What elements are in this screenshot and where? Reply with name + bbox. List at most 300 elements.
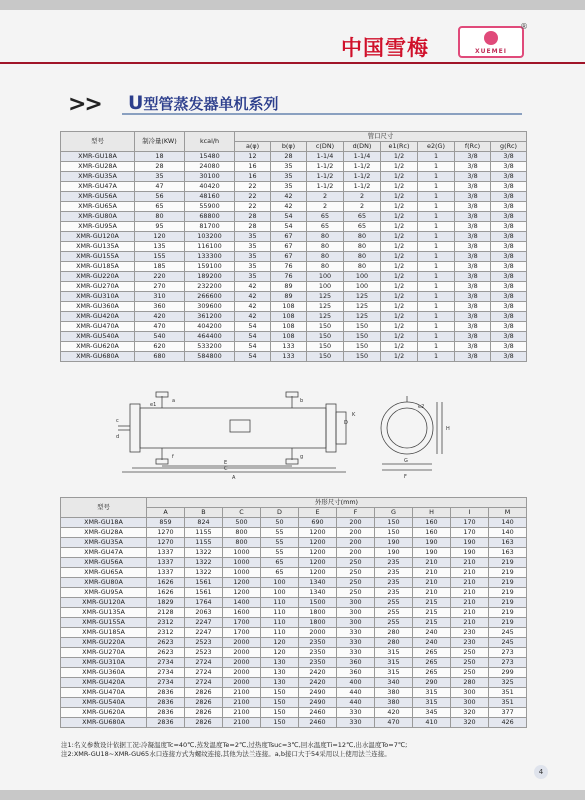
value-cell: 1200 [299,548,337,558]
value-cell: 76 [271,272,307,282]
value-cell: 330 [337,648,375,658]
value-cell: 345 [413,708,451,718]
value-cell: 3/8 [491,222,527,232]
value-cell: 1 [418,152,455,162]
value-cell: 1200 [299,568,337,578]
value-cell: 3/8 [491,232,527,242]
value-cell: 200 [337,548,375,558]
value-cell: 22 [235,182,271,192]
value-cell: 1 [418,352,455,362]
value-cell: 250 [337,568,375,578]
value-cell: 80 [135,212,185,222]
value-cell: 160 [413,528,451,538]
value-cell: 150 [375,518,413,528]
value-cell: 1 [418,302,455,312]
value-cell: 3/8 [491,282,527,292]
left-flange [130,404,140,452]
value-cell: 3/8 [491,312,527,322]
header-col: a(φ) [235,142,271,152]
value-cell: 266600 [185,292,235,302]
value-cell: 35 [271,182,307,192]
value-cell: 190 [413,538,451,548]
value-cell: 340 [375,678,413,688]
value-cell: 690 [299,518,337,528]
value-cell: 100 [344,282,381,292]
model-cell: XMR-GU620A [61,708,147,718]
value-cell: 1/2 [381,352,418,362]
table-row [61,322,527,332]
value-cell: 351 [489,688,527,698]
value-cell: 135 [135,242,185,252]
value-cell: 2724 [185,678,223,688]
value-cell: 2420 [299,668,337,678]
value-cell: 2724 [185,668,223,678]
value-cell: 320 [451,708,489,718]
value-cell: 80 [344,252,381,262]
table-row [61,608,527,618]
value-cell: 3/8 [491,262,527,272]
value-cell: 42 [271,192,307,202]
value-cell: 3/8 [491,162,527,172]
value-cell: 330 [337,718,375,728]
header-col: e2(G) [418,142,455,152]
plum-blossom-icon [484,31,498,45]
model-cell: XMR-GU620A [61,342,135,352]
value-cell: 250 [337,578,375,588]
value-cell: 315 [375,668,413,678]
value-cell: 1-1/2 [307,162,344,172]
value-cell: 1561 [185,588,223,598]
value-cell: 1 [418,322,455,332]
value-cell: 100 [307,282,344,292]
value-cell: 2836 [147,698,185,708]
header-col: B [185,508,223,518]
value-cell: 3/8 [491,202,527,212]
value-cell: 100 [307,272,344,282]
value-cell: 290 [413,678,451,688]
model-cell: XMR-GU185A [61,628,147,638]
value-cell: 1200 [299,538,337,548]
value-cell: 1/2 [381,262,418,272]
table-row [61,688,527,698]
value-cell: 42 [271,202,307,212]
label-e2: e2 [418,404,425,410]
model-cell: XMR-GU420A [61,678,147,688]
value-cell: 3/8 [455,232,491,242]
value-cell: 2623 [147,638,185,648]
value-cell: 1-1/4 [344,152,381,162]
value-cell: 3/8 [491,182,527,192]
table-row [61,152,527,162]
value-cell: 320 [451,718,489,728]
value-cell: 1-1/2 [307,182,344,192]
value-cell: 1 [418,172,455,182]
value-cell: 315 [375,648,413,658]
label-E: E [224,460,228,466]
header-pipe-sizes: 管口尺寸 [235,132,527,142]
table-row [61,588,527,598]
value-cell: 859 [147,518,185,528]
value-cell: 65 [261,558,299,568]
value-cell: 30100 [185,172,235,182]
value-cell: 1 [418,202,455,212]
value-cell: 3/8 [455,202,491,212]
value-cell: 1155 [185,538,223,548]
value-cell: 1155 [185,528,223,538]
value-cell: 426 [489,718,527,728]
value-cell: 120 [261,638,299,648]
value-cell: 360 [135,302,185,312]
header-model: 型号 [61,498,147,518]
value-cell: 1/2 [381,162,418,172]
header-col: G [375,508,413,518]
value-cell: 133 [271,342,307,352]
value-cell: 300 [451,688,489,698]
table-row [61,598,527,608]
value-cell: 1337 [147,568,185,578]
table-row [61,342,527,352]
value-cell: 3/8 [455,252,491,262]
model-cell: XMR-GU95A [61,222,135,232]
model-cell: XMR-GU120A [61,598,147,608]
value-cell: 1/2 [381,242,418,252]
value-cell: 420 [135,312,185,322]
label-c: c [116,418,119,424]
value-cell: 200 [337,528,375,538]
value-cell: 280 [375,628,413,638]
value-cell: 330 [337,628,375,638]
value-cell: 1000 [223,548,261,558]
value-cell: 3/8 [455,172,491,182]
value-cell: 255 [375,598,413,608]
value-cell: 80 [307,262,344,272]
dimension-table [60,497,527,728]
value-cell: 2460 [299,708,337,718]
value-cell: 2724 [185,658,223,668]
model-cell: XMR-GU185A [61,262,135,272]
value-cell: 54 [235,342,271,352]
value-cell: 190 [375,538,413,548]
value-cell: 133300 [185,252,235,262]
value-cell: 400 [337,678,375,688]
top-band [0,0,585,10]
value-cell: 1322 [185,568,223,578]
value-cell: 219 [489,568,527,578]
header-col: c(DN) [307,142,344,152]
table-row [61,202,527,212]
value-cell: 800 [223,538,261,548]
value-cell: 1 [418,342,455,352]
value-cell: 1/2 [381,312,418,322]
value-cell: 68800 [185,212,235,222]
value-cell: 3/8 [491,332,527,342]
value-cell: 265 [413,658,451,668]
value-cell: 215 [413,618,451,628]
value-cell: 120 [261,648,299,658]
value-cell: 2826 [185,688,223,698]
section-chevrons: >> [68,92,101,117]
value-cell: 1829 [147,598,185,608]
value-cell: 1200 [299,558,337,568]
model-cell: XMR-GU220A [61,638,147,648]
value-cell: 3/8 [491,252,527,262]
value-cell: 1/2 [381,252,418,262]
header-kcal: kcal/h [185,132,235,152]
label-f: f [172,454,174,460]
value-cell: 2836 [147,718,185,728]
value-cell: 108 [271,332,307,342]
value-cell: 108 [271,322,307,332]
value-cell: 1/2 [381,332,418,342]
value-cell: 2490 [299,698,337,708]
table-row [61,272,527,282]
value-cell: 1500 [299,598,337,608]
value-cell: 377 [489,708,527,718]
value-cell: 3/8 [455,222,491,232]
table-row [61,242,527,252]
value-cell: 404200 [185,322,235,332]
label-e1: e1 [150,402,157,408]
value-cell: 150 [344,322,381,332]
table-row [61,352,527,362]
value-cell: 1-1/2 [344,182,381,192]
value-cell: 2734 [147,668,185,678]
value-cell: 2247 [185,618,223,628]
value-cell: 2836 [147,708,185,718]
header-col: D [261,508,299,518]
value-cell: 219 [489,618,527,628]
brand-logo [458,26,524,58]
value-cell: 65 [344,222,381,232]
value-cell: 80 [344,232,381,242]
table-row [61,668,527,678]
value-cell: 1200 [299,528,337,538]
model-cell: XMR-GU680A [61,352,135,362]
value-cell: 54 [235,352,271,362]
value-cell: 210 [451,568,489,578]
value-cell: 315 [413,698,451,708]
value-cell: 325 [489,678,527,688]
value-cell: 2523 [185,648,223,658]
value-cell: 150 [344,352,381,362]
value-cell: 54 [271,212,307,222]
value-cell: 2490 [299,688,337,698]
label-d: d [116,434,120,440]
value-cell: 67 [271,252,307,262]
value-cell: 22 [235,202,271,212]
value-cell: 1 [418,312,455,322]
value-cell: 1 [418,282,455,292]
model-cell: XMR-GU35A [61,538,147,548]
value-cell: 76 [271,262,307,272]
value-cell: 360 [337,668,375,678]
model-cell: XMR-GU680A [61,718,147,728]
table-row [61,618,527,628]
value-cell: 245 [489,638,527,648]
value-cell: 500 [223,518,261,528]
value-cell: 130 [261,658,299,668]
value-cell: 1700 [223,618,261,628]
value-cell: 3/8 [455,302,491,312]
value-cell: 3/8 [491,172,527,182]
value-cell: 309600 [185,302,235,312]
value-cell: 3/8 [455,152,491,162]
bottom-band [0,790,585,800]
value-cell: 210 [451,588,489,598]
value-cell: 2000 [223,638,261,648]
value-cell: 100 [344,272,381,282]
value-cell: 65 [344,212,381,222]
model-cell: XMR-GU135A [61,608,147,618]
value-cell: 2100 [223,708,261,718]
value-cell: 232200 [185,282,235,292]
value-cell: 2063 [185,608,223,618]
value-cell: 210 [451,578,489,588]
value-cell: 95 [135,222,185,232]
value-cell: 2420 [299,678,337,688]
label-G: G [404,458,408,464]
value-cell: 100 [261,588,299,598]
table-row [61,528,527,538]
value-cell: 2623 [147,648,185,658]
value-cell: 230 [451,638,489,648]
model-cell: XMR-GU470A [61,688,147,698]
table-row [61,182,527,192]
value-cell: 215 [413,608,451,618]
value-cell: 219 [489,558,527,568]
model-cell: XMR-GU135A [61,242,135,252]
value-cell: 351 [489,698,527,708]
value-cell: 1340 [299,588,337,598]
model-cell: XMR-GU360A [61,668,147,678]
value-cell: 35 [271,162,307,172]
value-cell: 235 [375,558,413,568]
value-cell: 130 [261,668,299,678]
value-cell: 215 [413,598,451,608]
value-cell: 159100 [185,262,235,272]
value-cell: 1340 [299,578,337,588]
evaporator-drawing [112,386,472,482]
model-cell: XMR-GU310A [61,658,147,668]
value-cell: 1 [418,232,455,242]
header-divider [0,62,585,64]
value-cell: 2350 [299,638,337,648]
value-cell: 620 [135,342,185,352]
value-cell: 3/8 [455,282,491,292]
footnote-2: 注2:XMR-GU18~XMR-GU65水口连接方式为螺纹连接,其他为法兰连接。a,b接口大于54采用以上使用法兰连接。 [61,750,391,758]
header-col: g(Rc) [491,142,527,152]
shell-body [140,408,326,448]
value-cell: 3/8 [491,212,527,222]
value-cell: 28 [135,162,185,172]
logo-wordmark: XUEMEI [475,48,507,55]
table-row [61,222,527,232]
value-cell: 42 [235,292,271,302]
model-cell: XMR-GU360A [61,302,135,312]
value-cell: 1-1/2 [344,172,381,182]
value-cell: 125 [344,302,381,312]
value-cell: 1/2 [381,292,418,302]
value-cell: 1600 [223,608,261,618]
value-cell: 2100 [223,688,261,698]
value-cell: 1/2 [381,192,418,202]
value-cell: 3/8 [491,292,527,302]
value-cell: 361200 [185,312,235,322]
value-cell: 35 [235,242,271,252]
value-cell: 1700 [223,628,261,638]
value-cell: 89 [271,282,307,292]
value-cell: 1-1/2 [307,172,344,182]
table-row [61,292,527,302]
value-cell: 108 [271,312,307,322]
value-cell: 110 [261,628,299,638]
header-capacity: 制冷量(KW) [135,132,185,152]
table-row [61,628,527,638]
table-row [61,312,527,322]
value-cell: 16 [235,172,271,182]
value-cell: 1 [418,262,455,272]
value-cell: 300 [337,618,375,628]
model-cell: XMR-GU80A [61,212,135,222]
value-cell: 1 [418,242,455,252]
table-row [61,192,527,202]
value-cell: 163 [489,548,527,558]
value-cell: 110 [261,608,299,618]
value-cell: 3/8 [491,152,527,162]
value-cell: 1322 [185,558,223,568]
value-cell: 54 [235,332,271,342]
value-cell: 163 [489,538,527,548]
model-cell: XMR-GU18A [61,152,135,162]
value-cell: 220 [135,272,185,282]
value-cell: 47 [135,182,185,192]
value-cell: 210 [451,608,489,618]
value-cell: 190 [451,538,489,548]
value-cell: 210 [413,558,451,568]
value-cell: 3/8 [455,212,491,222]
value-cell: 55 [261,538,299,548]
table-row [61,282,527,292]
value-cell: 330 [337,638,375,648]
value-cell: 2000 [223,648,261,658]
value-cell: 270 [135,282,185,292]
value-cell: 1/2 [381,202,418,212]
header-model: 型号 [61,132,135,152]
value-cell: 1 [418,222,455,232]
model-cell: XMR-GU120A [61,232,135,242]
value-cell: 35 [271,172,307,182]
header-col: F [337,508,375,518]
value-cell: 116100 [185,242,235,252]
value-cell: 2100 [223,718,261,728]
value-cell: 150 [344,332,381,342]
table-row [61,162,527,172]
header-col: A [147,508,185,518]
value-cell: 3/8 [491,352,527,362]
value-cell: 170 [451,518,489,528]
value-cell: 1337 [147,558,185,568]
table-row [61,252,527,262]
value-cell: 3/8 [455,182,491,192]
value-cell: 50 [261,518,299,528]
model-cell: XMR-GU47A [61,548,147,558]
value-cell: 125 [307,302,344,312]
value-cell: 250 [337,588,375,598]
value-cell: 3/8 [455,332,491,342]
value-cell: 54 [235,322,271,332]
value-cell: 42 [235,302,271,312]
table-row [61,578,527,588]
